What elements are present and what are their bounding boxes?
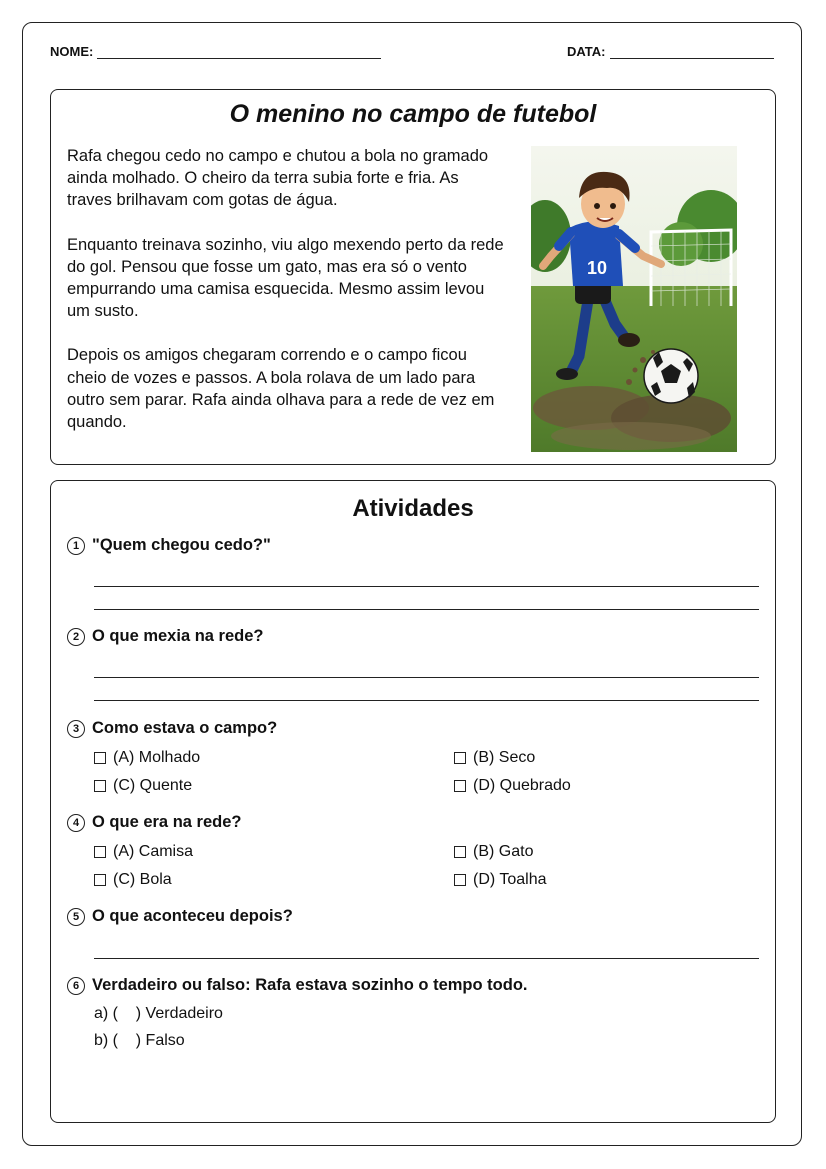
boy-kicking-ball-illustration [531, 146, 737, 452]
question-1 [67, 536, 271, 555]
option-label: (D) Toalha [473, 871, 547, 888]
answer-line[interactable] [94, 958, 759, 959]
answer-line[interactable] [94, 677, 759, 678]
option-item[interactable] [454, 871, 547, 889]
activities-box [50, 480, 776, 1123]
checkbox[interactable] [94, 780, 106, 792]
name-row [50, 44, 381, 59]
option-item[interactable] [454, 843, 533, 861]
story-paragraph: Depois os amigos chegaram correndo e o campo ficou cheio de vozes e passos. A bola rolava de um lado para outro sem parar. Rafa ainda olhava para a rede de vez em quando. [67, 346, 495, 432]
name-field[interactable] [97, 44, 381, 59]
option-item[interactable] [94, 749, 200, 767]
date-field[interactable] [610, 44, 774, 59]
story-text [67, 145, 507, 455]
story-paragraph: Enquanto treinava sozinho, viu algo mexendo perto da rede do gol. Pensou que fosse um gato, mas era só o vento empurrando uma camisa esquecida. Mesmo assim levou um susto. [67, 235, 504, 321]
answer-line[interactable] [94, 609, 759, 610]
question-4 [67, 813, 241, 832]
question-text: "Quem chegou cedo?" [92, 536, 271, 554]
question-2 [67, 627, 263, 646]
question-5 [67, 907, 293, 926]
question-number: 1 [67, 537, 85, 555]
answer-line[interactable] [94, 586, 759, 587]
option-label: (A) Camisa [113, 843, 194, 860]
question-number: 2 [67, 628, 85, 646]
option-item[interactable] [454, 749, 535, 767]
question-text: O que aconteceu depois? [92, 907, 293, 925]
question-text: Como estava o campo? [92, 719, 278, 737]
option-label: (B) Seco [473, 749, 536, 766]
option-item[interactable] [94, 777, 192, 795]
question-text: Verdadeiro ou falso: Rafa estava sozinho o tempo todo. [92, 976, 528, 994]
activities-title: Atividades [352, 495, 474, 522]
date-row [567, 44, 774, 59]
story-paragraph: Rafa chegou cedo no campo e chutou a bola no gramado ainda molhado. O cheiro da terra subia forte e fria. As traves brilhavam com gotas de água. [67, 147, 489, 210]
option-label: (A) Molhado [113, 749, 201, 766]
question-number: 5 [67, 908, 85, 926]
question-6 [67, 976, 528, 995]
name-label: NOME: [50, 44, 94, 59]
option-item[interactable] [454, 777, 571, 795]
date-label: DATA: [567, 44, 606, 59]
checkbox[interactable] [454, 874, 466, 886]
option-label: (B) Gato [473, 843, 534, 860]
jersey-number: 10 [587, 258, 608, 278]
option-label: (C) Quente [113, 777, 193, 794]
option-label: (D) Quebrado [473, 777, 571, 794]
option-label: (C) Bola [113, 871, 172, 888]
checkbox[interactable] [454, 846, 466, 858]
true-false-choice[interactable]: a) ( ) Verdadeiro [94, 1005, 223, 1022]
true-false-choice[interactable]: b) ( ) Falso [94, 1032, 185, 1049]
question-text: O que mexia na rede? [92, 627, 264, 645]
question-number: 3 [67, 720, 85, 738]
checkbox[interactable] [94, 846, 106, 858]
answer-line[interactable] [94, 700, 759, 701]
story-title: O menino no campo de futebol [229, 100, 597, 128]
checkbox[interactable] [454, 752, 466, 764]
checkbox[interactable] [94, 752, 106, 764]
option-item[interactable] [94, 843, 193, 861]
story-box [50, 89, 776, 465]
question-3 [67, 719, 277, 738]
checkbox[interactable] [454, 780, 466, 792]
checkbox[interactable] [94, 874, 106, 886]
option-item[interactable] [94, 871, 172, 889]
question-number: 6 [67, 977, 85, 995]
question-number: 4 [67, 814, 85, 832]
question-text: O que era na rede? [92, 813, 242, 831]
